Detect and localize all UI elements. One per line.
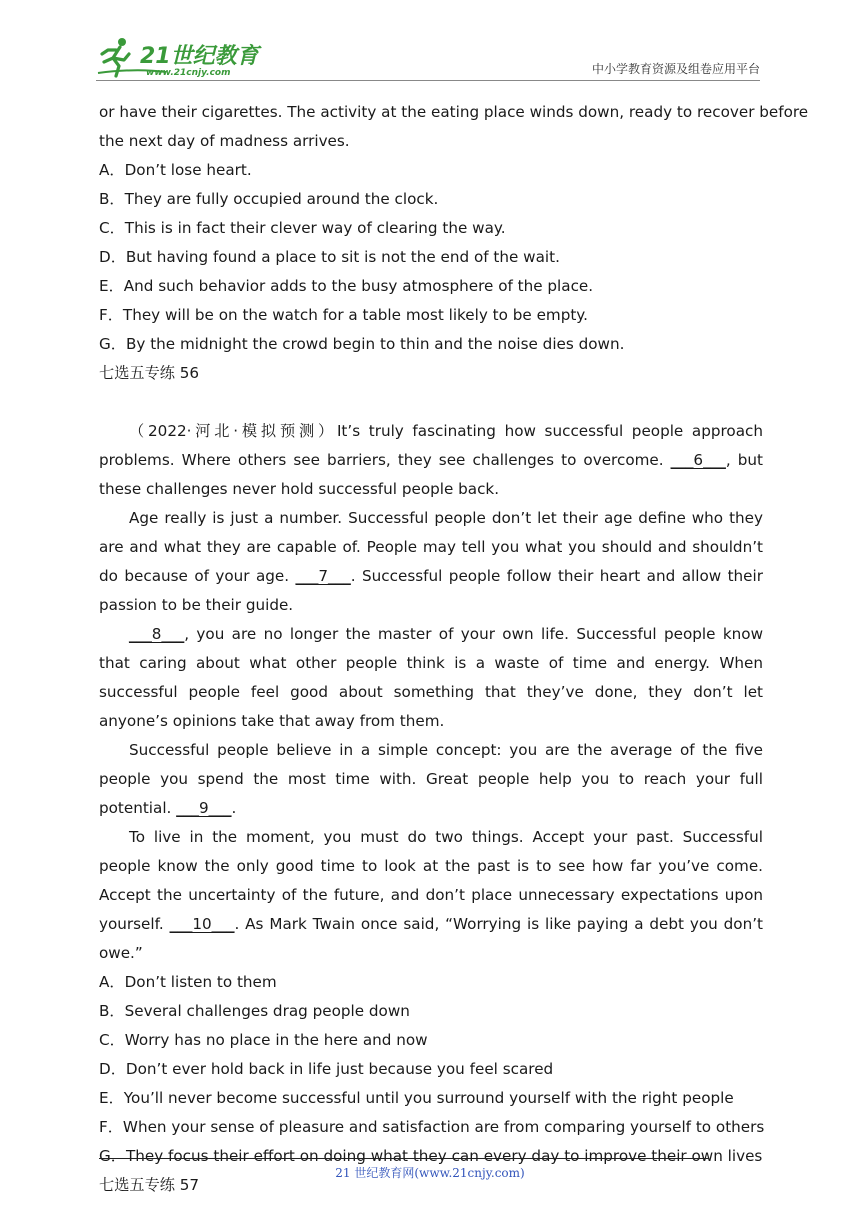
platform-name: 中小学教育资源及组卷应用平台 <box>591 62 760 76</box>
option-b: B．They are fully occupied around the clock. <box>99 190 439 208</box>
option-f: F．When your sense of pleasure and satisfaction are from comparing yourself to others <box>99 1118 765 1136</box>
footer-link[interactable]: 21 世纪教育网(www.21cnjy.com) <box>335 1166 525 1180</box>
exercise-57-title: 七选五专练 57 <box>99 1176 200 1194</box>
prev-options-list <box>99 156 763 359</box>
paragraph-text: . <box>231 799 237 817</box>
page-header <box>96 36 760 80</box>
logo-text: 21世纪教育 <box>140 44 259 69</box>
option-c: C．Worry has no place in the here and now <box>99 1031 428 1049</box>
paragraph-text: Age really is just a number. Successful people don’t let their age define who they are and what they are capable of. People may tell you what you should and shouldn’t do because of your age. <box>99 509 763 585</box>
passage-paragraph-4 <box>99 736 763 823</box>
header-divider <box>96 80 760 81</box>
paragraph-text: Successful people believe in a simple concept: you are the average of the five people you spend the most time with. Great people help you to reach your full potential. <box>99 741 763 817</box>
blank-9: ___9___ <box>176 799 232 817</box>
option-g: G．By the midnight the crowd begin to thin and the noise dies down. <box>99 335 625 353</box>
passage-paragraph-5 <box>99 823 763 968</box>
spacer <box>99 388 763 417</box>
continuation-line-1: or have their cigarettes. The activity at the eating place winds down, ready to recover before <box>99 103 809 121</box>
document-body <box>99 98 809 1200</box>
paragraph-text: , you are no longer the master of your own life. Successful people know that caring about what other people think is a waste of time and energy. When successful people feel good about something that they’ve done, they don’t let anyone’s opinions take that away from them. <box>99 625 763 730</box>
option-a: A．Don’t lose heart. <box>99 161 252 179</box>
option-a: A．Don’t listen to them <box>99 973 277 991</box>
blank-6: ___6___ <box>670 451 726 469</box>
passage-paragraph-1 <box>99 417 763 504</box>
blank-7: ___7___ <box>295 567 351 585</box>
option-e: E．You’ll never become successful until you surround yourself with the right people <box>99 1089 734 1107</box>
passage-paragraph-3 <box>99 620 763 736</box>
blank-10: ___10___ <box>169 915 235 933</box>
option-f: F．They will be on the watch for a table most likely to be empty. <box>99 306 588 324</box>
continuation-line-2: the next day of madness arrives. <box>99 132 350 150</box>
option-d: D．Don’t ever hold back in life just because you feel scared <box>99 1060 554 1078</box>
footer-divider <box>99 1158 709 1159</box>
site-logo <box>96 36 266 80</box>
logo-url: www.21cnjy.com <box>146 68 231 78</box>
passage-paragraph-2 <box>99 504 763 620</box>
paragraph-text: （2022·河北·模拟预测）It’s truly fascinating how successful people approach problems. Where others see barriers, they see challenges to overcome. <box>99 422 763 469</box>
option-g: G．They focus their effort on doing what they can every day to improve their own lives <box>99 1147 763 1165</box>
exercise-56-title: 七选五专练 56 <box>99 364 200 382</box>
paragraph-text: , but these challenges never hold successful people back. <box>99 451 763 498</box>
paragraph-text: To live in the moment, you must do two things. Accept your past. Successful people know the only good time to look at the past is to see how far you’ve come. Accept the uncertainty of the future, and don’t place unnecessary expectations upon yourself. <box>99 828 763 933</box>
option-c: C．This is in fact their clever way of clearing the way. <box>99 219 506 237</box>
exercise-56-options <box>99 968 763 1171</box>
paragraph-text: . As Mark Twain once said, “Worrying is like paying a debt you don’t owe.” <box>99 915 763 962</box>
option-d: D．But having found a place to sit is not the end of the wait. <box>99 248 560 266</box>
option-b: B．Several challenges drag people down <box>99 1002 410 1020</box>
blank-8: ___8___ <box>129 625 185 643</box>
option-e: E．And such behavior adds to the busy atmosphere of the place. <box>99 277 594 295</box>
paragraph-text: . Successful people follow their heart and allow their passion to be their guide. <box>99 567 763 614</box>
